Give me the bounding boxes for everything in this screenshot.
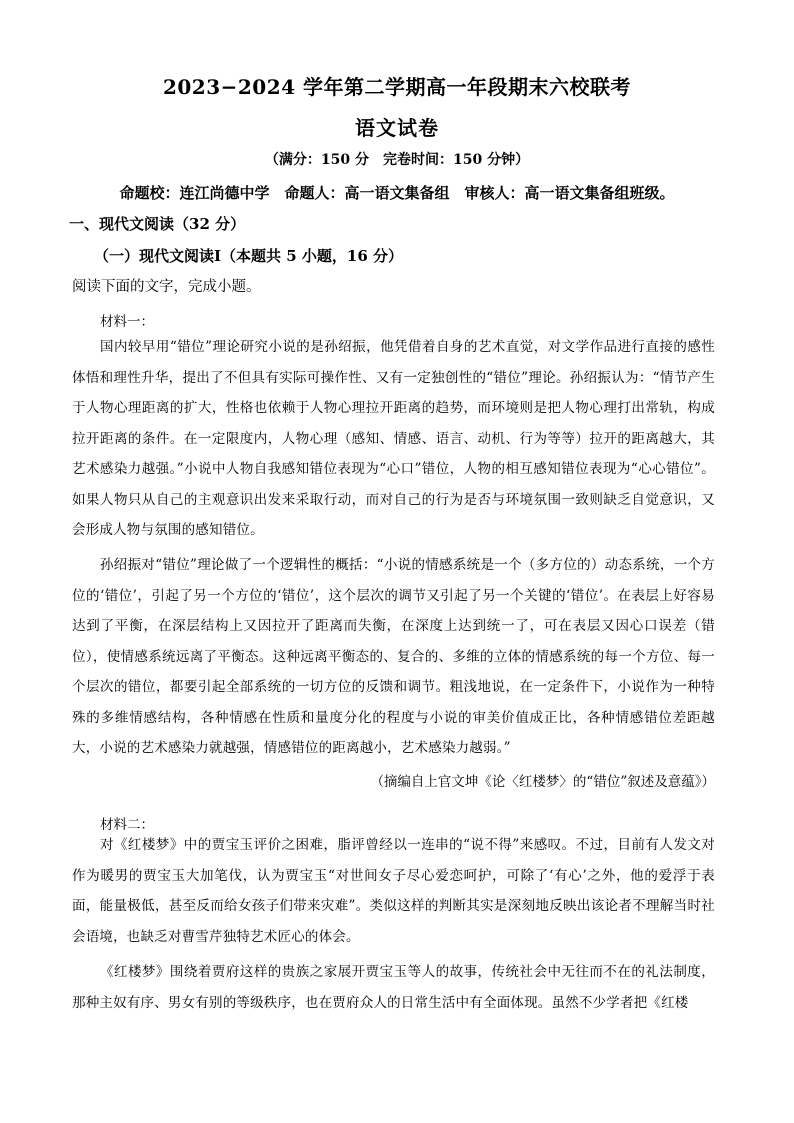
material-two-label: 材料二： <box>100 817 154 833</box>
exam-title: 2023−2024 学年第二学期高一年段期末六校联考 <box>162 75 632 99</box>
subsection-heading: （一）现代文阅读Ⅰ（本题共 5 小题，16 分） <box>94 247 403 265</box>
score-info: （满分：150 分 完卷时间：150 分钟） <box>264 152 530 168</box>
material-two-paragraph-1: 对《红楼梦》中的贾宝玉评价之困难，脂评曾经以一连串的“说不得”来感叹。不过，目前有人发文对作为暖男的贾宝玉大加笔伐，认为贾宝玉“对世间女子尽心爱恋呵护，可除了‘有心’之外，他的爱浮于表面，能量极低，甚至反而给女孩子们带来灾难”。类似这样的判断其实是深刻地反映出该论者不理解当时社会语境，也缺乏对曹雪芹独特艺术匠心的体会。 <box>72 837 715 945</box>
section-heading: 一、现代文阅读（32 分） <box>69 215 246 233</box>
material-one-paragraph-1: 国内较早用“错位”理论研究小说的是孙绍振，他凭借着自身的艺术直觉，对文学作品进行直接的感性体悟和理性升华，提出了不但具有实际可操作性、又有一定独创性的“错位”理论。孙绍振认为：“情节产生于人物心理距离的扩大，性格也依赖于人物心理拉开距离的趋势，而环境则是把人物心理打出常轨，构成拉开距离的条件。在一定限度内，人物心理（感知、情感、语言、动机、行为等等）拉开的距离越大，其艺术感染力越强。”小说中人物自我感知错位表现为“心口”错位，人物的相互感知错位表现为“心心错位”。如果人物只从自己的主观意识出发来采取行动，而对自己的行为是否与环境氛围一致则缺乏自觉意识，又会形成人物与氛围的感知错位。 <box>72 339 715 538</box>
material-one-paragraph-2: 孙绍振对“错位”理论做了一个逻辑性的概括：“小说的情感系统是一个（多方位的）动态系统，一个方位的‘错位’，引起了另一个方位的‘错位’，这个层次的调节又引起了另一个关键的‘错位’。在表层上好容易达到了平衡，在深层结构上又因拉开了距离而失衡，在深度上达到统一了，可在表层又因心口误差（错位），使情感系统远离了平衡态。这种远离平衡态的、复合的、多维的立体的情感系统的每一个方位、每一个层次的错位，都要引起全部系统的一切方位的反馈和调节。粗浅地说，在一定条件下，小说作为一种特殊的多维情感结构，各种情感在性质和量度分化的程度与小说的审美价值成正比，各种情感错位差距越大，小说的艺术感染力就越强，情感错位的距离越小，艺术感染力越弱。” <box>72 557 715 756</box>
material-one-label: 材料一： <box>100 314 154 330</box>
material-two-paragraph-2: 《红楼梦》围绕着贾府这样的贵族之家展开贾宝玉等人的故事，传统社会中无往而不在的礼法制度，那种主奴有序、男女有别的等级秩序，也在贾府众人的日常生活中有全面体现。虽然不少学者把《红楼 <box>72 964 715 1011</box>
exam-subtitle: 语文试卷 <box>355 116 439 140</box>
authors-line: 命题校：连江尚德中学 命题人：高一语文集备组 审核人：高一语文集备组班级。 <box>119 184 675 202</box>
material-one-citation: （摘编自上官文坤《论〈红楼梦〉的“错位”叙述及意蕴》） <box>370 774 715 790</box>
reading-instruction: 阅读下面的文字，完成小题。 <box>72 279 261 295</box>
